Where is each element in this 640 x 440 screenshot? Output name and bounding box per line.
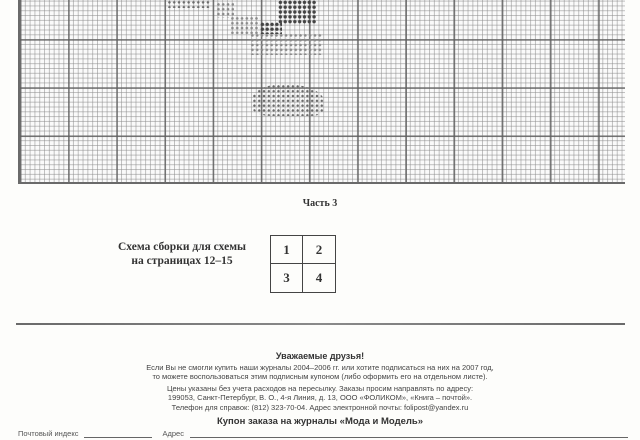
part-title: Часть 3 [302,198,338,209]
cut-line-divider [16,323,625,325]
address-field[interactable] [190,428,628,438]
assembly-diagram [270,235,336,293]
assembly-cell-2: 2 [303,236,335,264]
assembly-cell-4: 4 [315,270,323,285]
zip-field[interactable] [84,428,152,438]
coupon-intro-line1: Если Вы не смогли купить наши журналы 2004–2006 гг. или хотите подписаться на них на 2007 год, [146,362,494,372]
pattern-symbols-dark-patch [278,0,316,24]
assembly-label-line2: на страницах 12–15 [131,255,233,267]
subscription-coupon [0,352,640,426]
coupon-form-row [18,426,628,438]
assembly-diagram-label [112,240,252,268]
coupon-heading: Уважаемые друзья! [275,351,365,361]
coupon-intro-line2: то можете воспользоваться этим подписным купоном (либо оформить его на отдельном листе). [152,372,488,382]
pattern-symbols-dark-diagonal [260,22,282,34]
coupon-address-line: 199053, Санкт-Петербург, В. О., 4-я Линия, д. 13, ООО «ФОЛИКОМ», «Книга – почтой». [167,393,473,403]
zip-label: Почтовый индекс [18,429,79,438]
coupon-prices [0,384,640,413]
pattern-symbols-diagonal-2 [230,16,260,34]
coupon-prices-line1: Цены указаны без учета расходов на пересылку. Заказы просим направлять по адресу: [166,383,474,393]
address-label: Адрес [162,429,184,438]
assembly-cell-3: 3 [271,264,303,292]
assembly-cell-1: 1 [271,236,303,264]
pattern-symbols-diagonal-3 [250,33,322,55]
coupon-contact-line: Телефон для справок: (812) 323-70-04. Адрес электронной почты: folipost@yandex.ru [171,402,469,412]
pattern-symbols-lower-patch [252,84,324,116]
assembly-label-line1: Схема сборки для схемы [117,241,247,253]
coupon-intro [0,363,640,382]
pattern-symbols-diagonal [216,2,234,18]
pattern-symbols-top-row [167,0,210,8]
cross-stitch-pattern-grid [18,0,625,184]
coupon-title: Купон заказа на журналы «Мода и Модель» [216,415,424,427]
